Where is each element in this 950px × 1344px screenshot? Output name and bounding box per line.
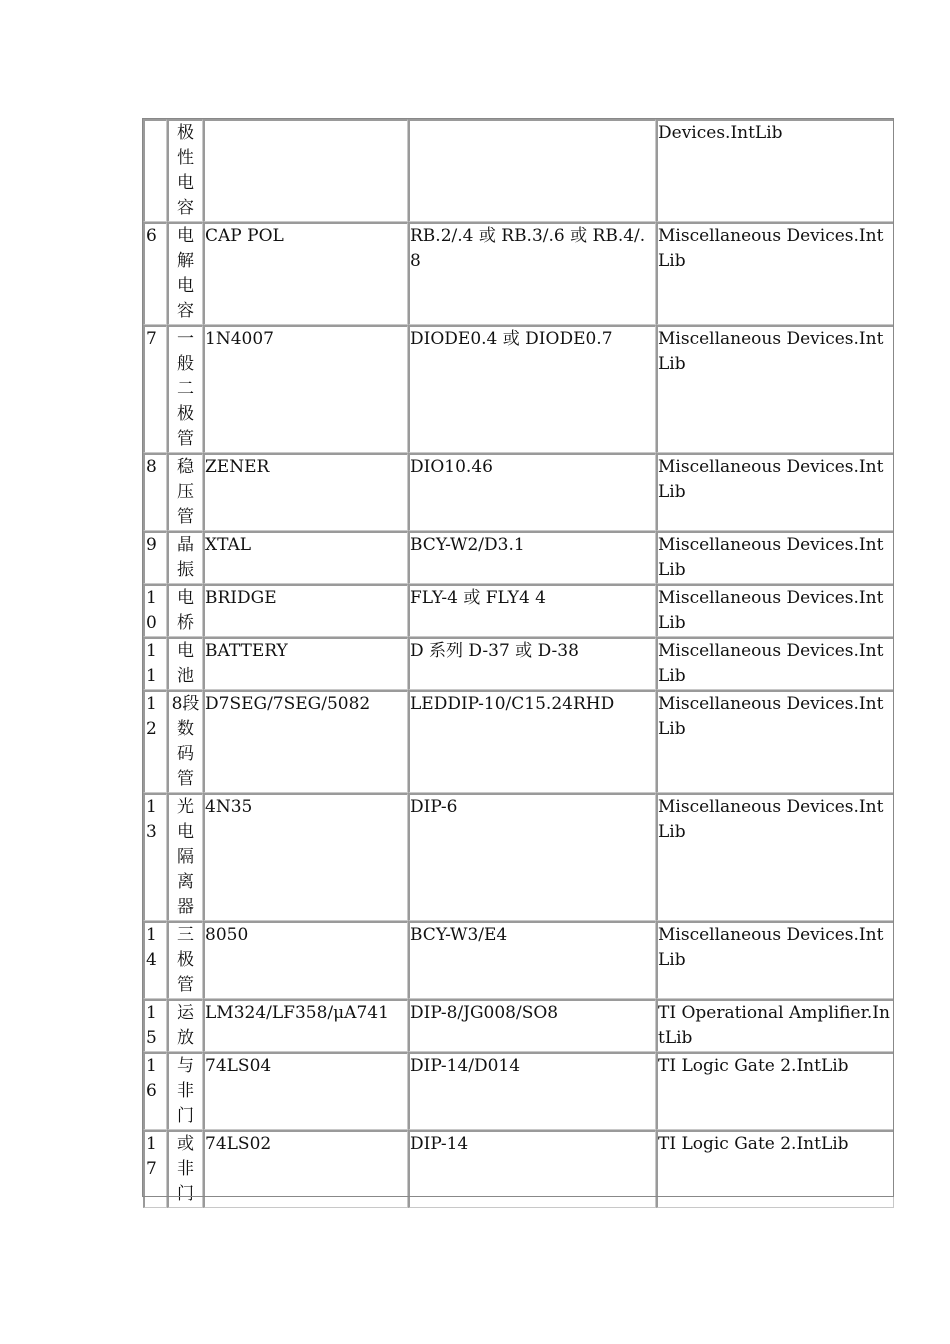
component-name: 三极管 [167, 921, 203, 999]
component-model: CAP POL [203, 222, 408, 325]
component-library: Devices.IntLib [656, 119, 894, 222]
component-name: 光电隔离器 [167, 793, 203, 921]
row-number: 6 [143, 222, 167, 325]
table-row [143, 222, 894, 325]
row-number: 11 [143, 637, 167, 690]
component-model: D7SEG/7SEG/5082 [203, 690, 408, 793]
row-number: 9 [143, 531, 167, 584]
table-row [143, 690, 894, 793]
component-package: DIODE0.4 或 DIODE0.7 [408, 325, 656, 453]
component-model: 74LS02 [203, 1130, 408, 1208]
component-library: Miscellaneous Devices.IntLib [656, 793, 894, 921]
component-package: DIO10.46 [408, 453, 656, 531]
component-library: TI Operational Amplifier.IntLib [656, 999, 894, 1052]
component-package: DIP-8/JG008/SO8 [408, 999, 656, 1052]
row-number: 12 [143, 690, 167, 793]
row-number: 13 [143, 793, 167, 921]
table-row [143, 453, 894, 531]
component-library: Miscellaneous Devices.IntLib [656, 690, 894, 793]
component-model: 1N4007 [203, 325, 408, 453]
component-model: BRIDGE [203, 584, 408, 637]
component-package: BCY-W3/E4 [408, 921, 656, 999]
row-number: 17 [143, 1130, 167, 1208]
component-library: TI Logic Gate 2.IntLib [656, 1130, 894, 1208]
component-package [408, 119, 656, 222]
component-model: XTAL [203, 531, 408, 584]
component-name: 电解电容 [167, 222, 203, 325]
component-package: LEDDIP-10/C15.24RHD [408, 690, 656, 793]
row-number: 15 [143, 999, 167, 1052]
component-package: D 系列 D-37 或 D-38 [408, 637, 656, 690]
component-model: 74LS04 [203, 1052, 408, 1130]
component-name: 一般二极管 [167, 325, 203, 453]
table-row [143, 584, 894, 637]
table-row [143, 921, 894, 999]
component-package: DIP-14 [408, 1130, 656, 1208]
component-package: RB.2/.4 或 RB.3/.6 或 RB.4/.8 [408, 222, 656, 325]
row-number: 8 [143, 453, 167, 531]
component-name: 与非门 [167, 1052, 203, 1130]
component-package: DIP-6 [408, 793, 656, 921]
component-library: TI Logic Gate 2.IntLib [656, 1052, 894, 1130]
component-name: 稳压管 [167, 453, 203, 531]
component-name: 电桥 [167, 584, 203, 637]
component-library: Miscellaneous Devices.IntLib [656, 222, 894, 325]
component-name: 电池 [167, 637, 203, 690]
table-row [143, 1130, 894, 1208]
table-row [143, 999, 894, 1052]
component-model: 8050 [203, 921, 408, 999]
component-model: ZENER [203, 453, 408, 531]
row-number: 16 [143, 1052, 167, 1130]
row-number: 7 [143, 325, 167, 453]
table-row [143, 119, 894, 222]
table-row [143, 325, 894, 453]
component-model: 4N35 [203, 793, 408, 921]
component-package: DIP-14/D014 [408, 1052, 656, 1130]
component-library: Miscellaneous Devices.IntLib [656, 325, 894, 453]
component-name: 运放 [167, 999, 203, 1052]
row-number: 10 [143, 584, 167, 637]
component-name: 8段数码管 [167, 690, 203, 793]
component-name: 或非门 [167, 1130, 203, 1208]
component-library: Miscellaneous Devices.IntLib [656, 921, 894, 999]
component-library: Miscellaneous Devices.IntLib [656, 453, 894, 531]
row-number [143, 119, 167, 222]
component-model: LM324/LF358/μA741 [203, 999, 408, 1052]
component-name: 极性电容 [167, 119, 203, 222]
table-row [143, 793, 894, 921]
component-table [143, 119, 894, 1208]
component-library: Miscellaneous Devices.IntLib [656, 531, 894, 584]
component-name: 晶振 [167, 531, 203, 584]
row-number: 14 [143, 921, 167, 999]
table-row [143, 531, 894, 584]
component-package: BCY-W2/D3.1 [408, 531, 656, 584]
component-library: Miscellaneous Devices.IntLib [656, 584, 894, 637]
component-library: Miscellaneous Devices.IntLib [656, 637, 894, 690]
component-model: BATTERY [203, 637, 408, 690]
component-model [203, 119, 408, 222]
table-row [143, 637, 894, 690]
component-package: FLY-4 或 FLY4 4 [408, 584, 656, 637]
table-row [143, 1052, 894, 1130]
